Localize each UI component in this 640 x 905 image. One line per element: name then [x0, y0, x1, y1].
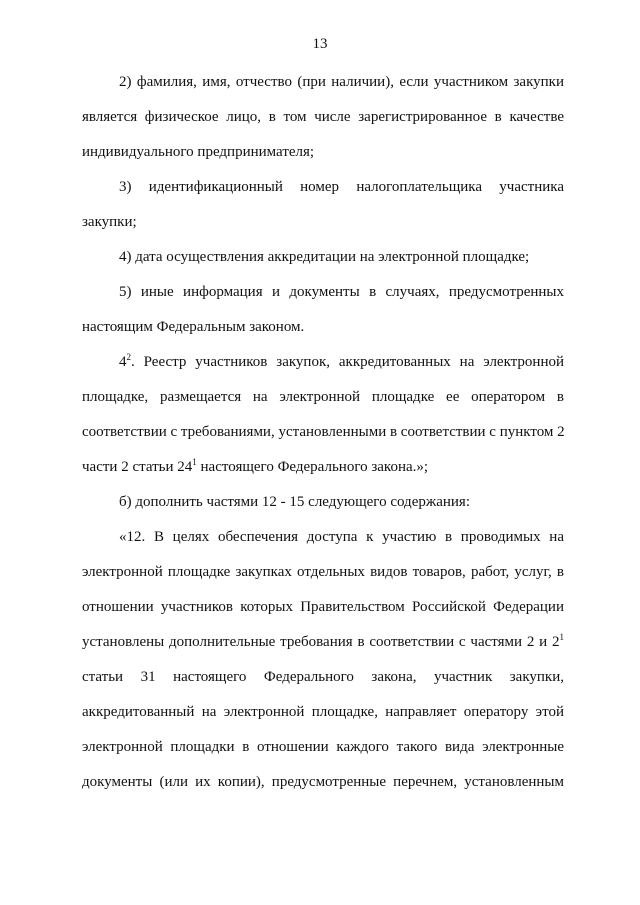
text-line: электронной площадки в отношении каждого такого вида электронные	[82, 739, 564, 755]
text-line: закупки;	[82, 214, 137, 230]
text-line	[82, 458, 564, 476]
superscript: 2	[126, 352, 131, 362]
text-fragment: . Реестр участников закупок, аккредитованных на электронной	[131, 354, 564, 370]
superscript: 1	[192, 457, 197, 467]
text-fragment: установлены дополнительные требования в соответствии с частями 2 и 2	[82, 634, 560, 650]
page-number: 13	[312, 36, 328, 52]
superscript: 1	[559, 632, 564, 642]
text-line: б) дополнить частями 12 - 15 следующего содержания:	[119, 494, 470, 510]
text-line: 4) дата осуществления аккредитации на электронной площадке;	[119, 249, 530, 265]
text-line: «12. В целях обеспечения доступа к участию в проводимых на	[119, 529, 564, 545]
text-line: электронной площадке закупках отдельных видов товаров, работ, услуг, в	[82, 564, 564, 580]
text-line: индивидуального предпринимателя;	[82, 144, 315, 160]
paragraph-number: 4	[119, 354, 127, 370]
text-line: настоящим Федеральным законом.	[82, 319, 305, 335]
text-line: является физическое лицо, в том числе зарегистрированное в качестве	[82, 109, 564, 125]
text-line: 2) фамилия, имя, отчество (при наличии), если участником закупки	[119, 74, 564, 90]
text-fragment: части 2 статьи 24	[82, 459, 193, 475]
text-line	[82, 633, 564, 651]
text-line: соответствии с требованиями, установленными в соответствии с пунктом 2	[82, 424, 565, 440]
text-line: аккредитованный на электронной площадке, направляет оператору этой	[82, 704, 564, 720]
text-line: 3) идентификационный номер налогоплательщика участника	[119, 179, 564, 195]
text-line: площадке, размещается на электронной площадке ее оператором в	[82, 389, 564, 405]
text-fragment: настоящего Федерального закона.»;	[196, 459, 429, 475]
text-line: 5) иные информация и документы в случаях, предусмотренных	[119, 284, 564, 300]
text-line	[119, 353, 564, 371]
text-line: статьи 31 настоящего Федерального закона, участник закупки,	[82, 669, 564, 685]
text-line: документы (или их копии), предусмотренные перечнем, установленным	[82, 774, 564, 790]
text-line: отношении участников которых Правительством Российской Федерации	[82, 599, 564, 615]
